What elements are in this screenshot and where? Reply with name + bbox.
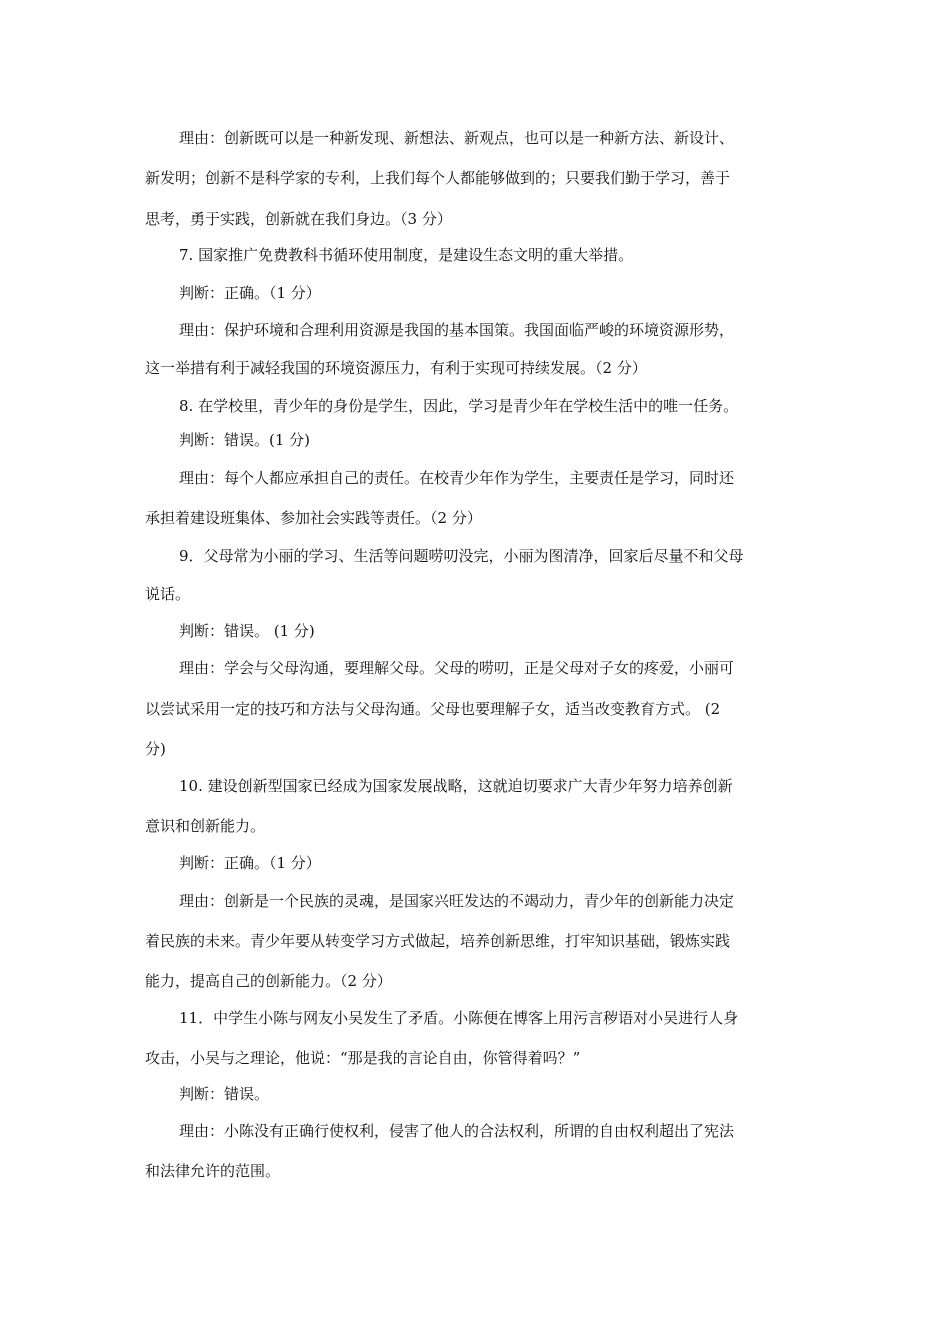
judgment-10: 判断：正确。（1 分） [179, 854, 321, 872]
reason-10-line-3: 能力，提高自己的创新能力。（2 分） [145, 972, 392, 990]
reason-10-line-2: 着民族的未来。青少年要从转变学习方式做起，培养创新思维，打牢知识基础，锻炼实践 [145, 932, 731, 950]
reason-7-line-1: 理由：保护环境和合理利用资源是我国的基本国策。我国面临严峻的环境资源形势， [179, 321, 735, 339]
question-9-line-1: 9．父母常为小丽的学习、生活等问题唠叨没完，小丽为图清净，回家后尽量不和父母 [179, 547, 744, 565]
judgment-8: 判断：错误。(1 分) [179, 431, 311, 449]
question-10-line-2: 意识和创新能力。 [145, 817, 266, 835]
reason-6-line-1: 理由：创新既可以是一种新发现、新想法、新观点，也可以是一种新方法、新设计、 [179, 129, 735, 147]
question-10-line-1: 10. 建设创新型国家已经成为国家发展战略，这就迫切要求广大青少年努力培养创新 [179, 777, 733, 795]
reason-11-line-2: 和法律允许的范围。 [145, 1162, 281, 1180]
reason-7-line-2: 这一举措有利于减轻我国的环境资源压力，有利于实现可持续发展。（2 分） [145, 359, 647, 377]
question-11-line-1: 11．中学生小陈与网友小吴发生了矛盾。小陈便在博客上用污言秽语对小吴进行人身 [179, 1009, 739, 1027]
reason-9-line-3: 分) [145, 740, 166, 758]
judgment-9: 判断：错误。 (1 分) [179, 622, 315, 640]
reason-8-line-1: 理由：每个人都应承担自己的责任。在校青少年作为学生，主要责任是学习，同时还 [179, 469, 735, 487]
reason-8-line-2: 承担着建设班集体、参加社会实践等责任。（2 分） [145, 509, 482, 527]
reason-6-line-3: 思考，勇于实践，创新就在我们身边。（3 分） [145, 210, 452, 228]
reason-9-line-2: 以尝试采用一定的技巧和方法与父母沟通。父母也要理解子女，适当改变教育方式。 (2 [145, 700, 721, 718]
reason-9-line-1: 理由：学会与父母沟通，要理解父母。父母的唠叨，正是父母对子女的疼爱，小丽可 [179, 659, 735, 677]
reason-11-line-1: 理由：小陈没有正确行使权利，侵害了他人的合法权利，所谓的自由权利超出了宪法 [179, 1122, 735, 1140]
question-8: 8. 在学校里，青少年的身份是学生，因此，学习是青少年在学校生活中的唯一任务。 [179, 397, 739, 415]
judgment-11: 判断：错误。 [179, 1085, 270, 1103]
judgment-7: 判断：正确。（1 分） [179, 284, 321, 302]
question-9-line-2: 说话。 [145, 585, 191, 603]
reason-10-line-1: 理由：创新是一个民族的灵魂，是国家兴旺发达的不竭动力，青少年的创新能力决定 [179, 892, 735, 910]
reason-6-line-2: 新发明；创新不是科学家的专利，上我们每个人都能够做到的；只要我们勤于学习，善于 [145, 169, 731, 187]
question-11-line-2: 攻击，小吴与之理论，他说：“那是我的言论自由，你管得着吗？” [145, 1049, 581, 1067]
question-7: 7. 国家推广免费教科书循环使用制度，是建设生态文明的重大举措。 [179, 246, 634, 264]
